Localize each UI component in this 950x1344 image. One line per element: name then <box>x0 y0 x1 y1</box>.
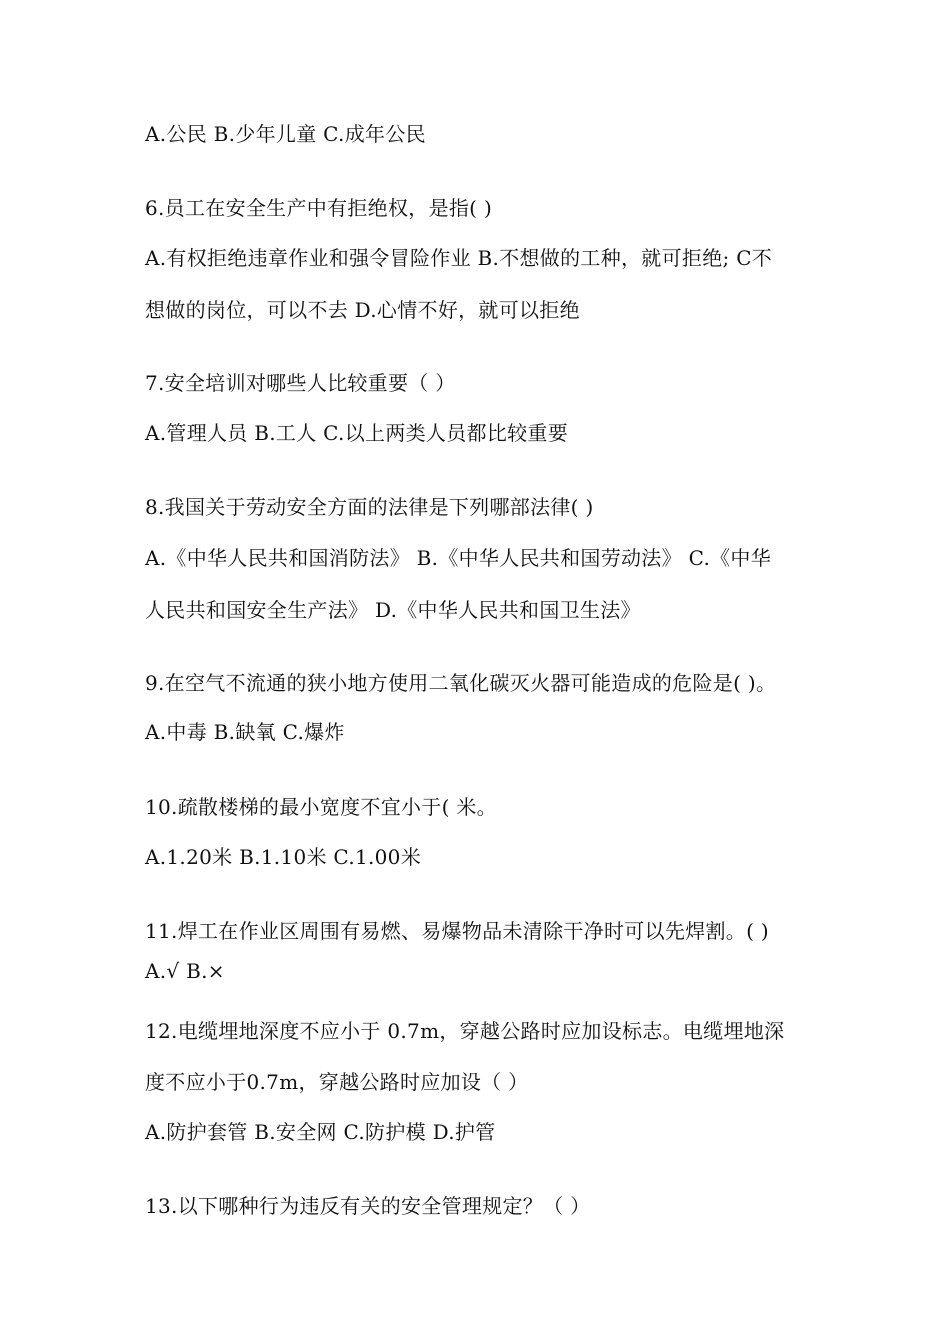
question-12-line-1: 12.电缆埋地深度不应小于 0.7m，穿越公路时应加设标志。电缆埋地深 <box>145 1019 785 1043</box>
question-8: 8.我国关于劳动安全方面的法律是下列哪部法律( ) <box>145 495 594 519</box>
question-11: 11.焊工在作业区周围有易燃、易爆物品未清除干净时可以先焊割。( ) <box>145 919 769 943</box>
answer-options-11: A.√ B.× <box>145 959 225 983</box>
question-12-line-2: 度不应小于0.7m，穿越公路时应加设（ ） <box>145 1070 529 1094</box>
question-6: 6.员工在安全生产中有拒绝权，是指( ) <box>145 196 493 220</box>
question-13: 13.以下哪种行为违反有关的安全管理规定？（ ） <box>145 1194 591 1218</box>
answer-options-7: A.管理人员 B.工人 C.以上两类人员都比较重要 <box>145 421 569 445</box>
answer-options-9: A.中毒 B.缺氧 C.爆炸 <box>145 720 345 744</box>
question-9: 9.在空气不流通的狭小地方使用二氧化碳灭火器可能造成的危险是( )。 <box>145 671 777 695</box>
answer-options-6-line-2: 想做的岗位，可以不去 D.心情不好，就可以拒绝 <box>145 298 580 322</box>
answer-options-8-line-1: A.《中华人民共和国消防法》 B.《中华人民共和国劳动法》 C.《中华 <box>145 546 772 570</box>
question-10: 10.疏散楼梯的最小宽度不宜小于( 米。 <box>145 795 497 819</box>
question-7: 7.安全培训对哪些人比较重要（ ） <box>145 371 456 395</box>
answer-options-6-line-1: A.有权拒绝违章作业和强令冒险作业 B.不想做的工种，就可拒绝; C不 <box>145 246 773 270</box>
answer-options-5: A.公民 B.少年儿童 C.成年公民 <box>145 122 426 146</box>
answer-options-10: A.1.20米 B.1.10米 C.1.00米 <box>145 845 422 869</box>
answer-options-8-line-2: 人民共和国安全生产法》 D.《中华人民共和国卫生法》 <box>145 598 641 622</box>
answer-options-12: A.防护套管 B.安全网 C.防护模 D.护管 <box>145 1120 496 1144</box>
